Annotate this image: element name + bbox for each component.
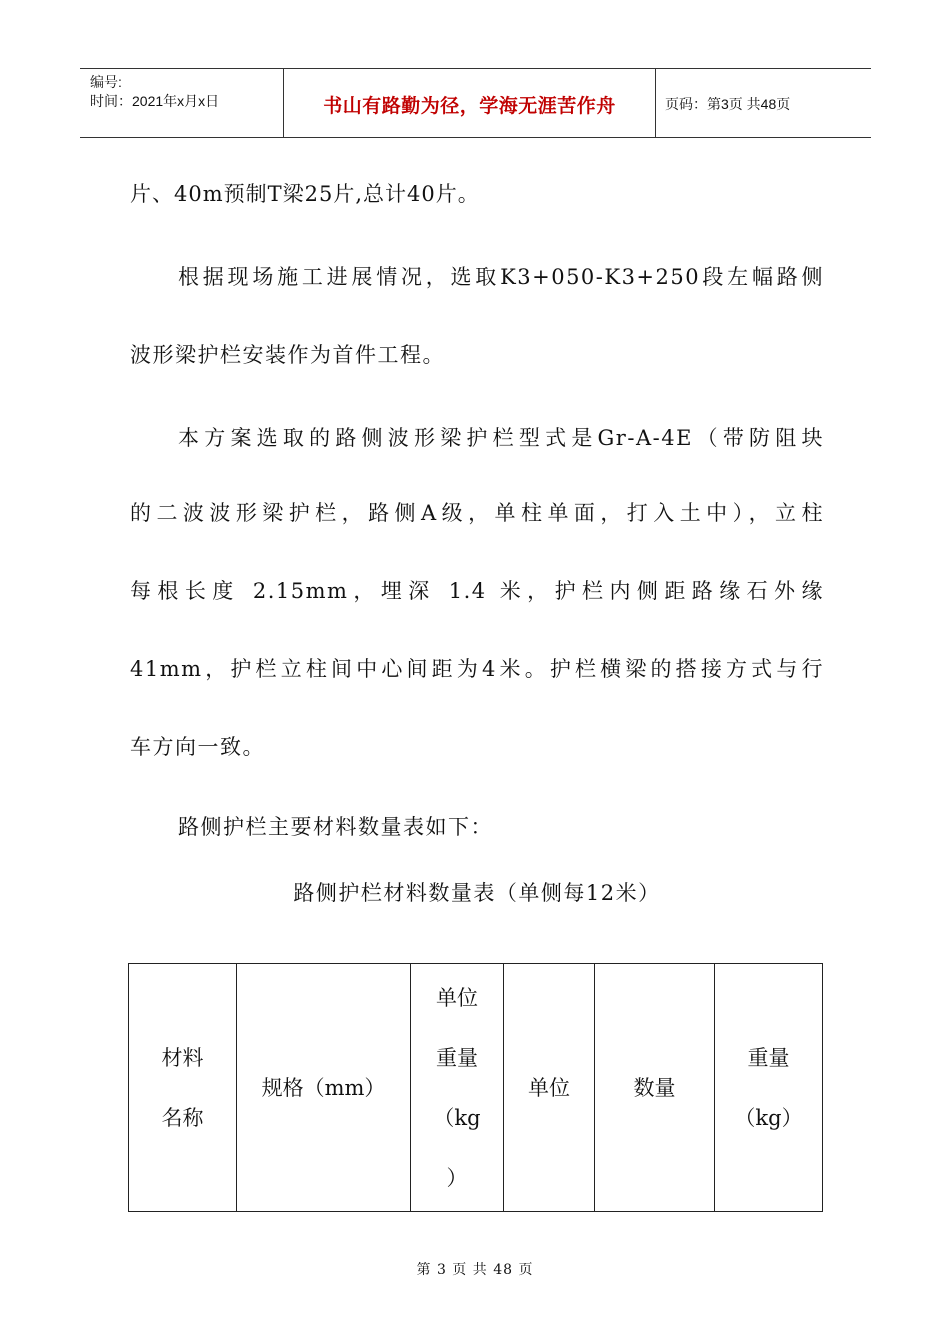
text-line: 片、40m预制T梁25片,总计40片。 bbox=[130, 182, 480, 206]
paragraph bbox=[178, 788, 824, 866]
header-divider bbox=[655, 69, 656, 137]
document-number-label: 编号: bbox=[90, 74, 122, 90]
materials-table bbox=[128, 963, 823, 1212]
header-weight: 重量 （kg） bbox=[715, 964, 823, 1212]
header-unit-weight: 单位 重量 （kg ） bbox=[411, 964, 504, 1212]
text-line: 路侧护栏主要材料数量表如下： bbox=[178, 815, 493, 839]
document-time: 时间：2021年x月x日 bbox=[90, 93, 220, 109]
table-header-row bbox=[129, 964, 823, 1212]
header-spec: 规格（mm） bbox=[237, 964, 411, 1212]
header-material-name: 材料 名称 bbox=[129, 964, 237, 1212]
paragraph bbox=[178, 399, 824, 477]
table-caption: 路侧护栏材料数量表（单侧每12米） bbox=[293, 881, 661, 905]
header-unit: 单位 bbox=[504, 964, 595, 1212]
text-line: 本方案选取的路侧波形梁护栏型式是Gr-A-4E（带防阻块 bbox=[178, 426, 824, 450]
text-line: 波形梁护栏安装作为首件工程。 bbox=[130, 343, 445, 367]
page-footer: 第 3 页 共 48 页 bbox=[416, 1262, 534, 1278]
paragraph bbox=[130, 474, 824, 708]
paragraph bbox=[130, 316, 824, 394]
text-line: 根据现场施工进展情况，选取K3+050-K3+250段左幅路侧 bbox=[178, 265, 824, 289]
text-line: 41mm，护栏立柱间中心间距为4米。护栏横梁的搭接方式与行 bbox=[130, 657, 824, 681]
header-quantity: 数量 bbox=[595, 964, 715, 1212]
header-motto: 书山有路勤为径，学海无涯苦作舟 bbox=[323, 95, 616, 117]
text-line: 每根长度 2.15mm，埋深 1.4 米，护栏内侧距路缘石外缘 bbox=[130, 579, 824, 603]
text-line: 车方向一致。 bbox=[130, 735, 265, 759]
text-line: 的二波波形梁护栏，路侧A级，单柱单面，打入土中），立柱 bbox=[130, 501, 824, 525]
header-left bbox=[90, 73, 219, 111]
paragraph bbox=[130, 708, 824, 786]
header-page-info: 页码：第3页 共48页 bbox=[665, 96, 791, 112]
page-header bbox=[80, 68, 871, 138]
paragraph bbox=[130, 155, 824, 233]
paragraph bbox=[178, 238, 824, 316]
